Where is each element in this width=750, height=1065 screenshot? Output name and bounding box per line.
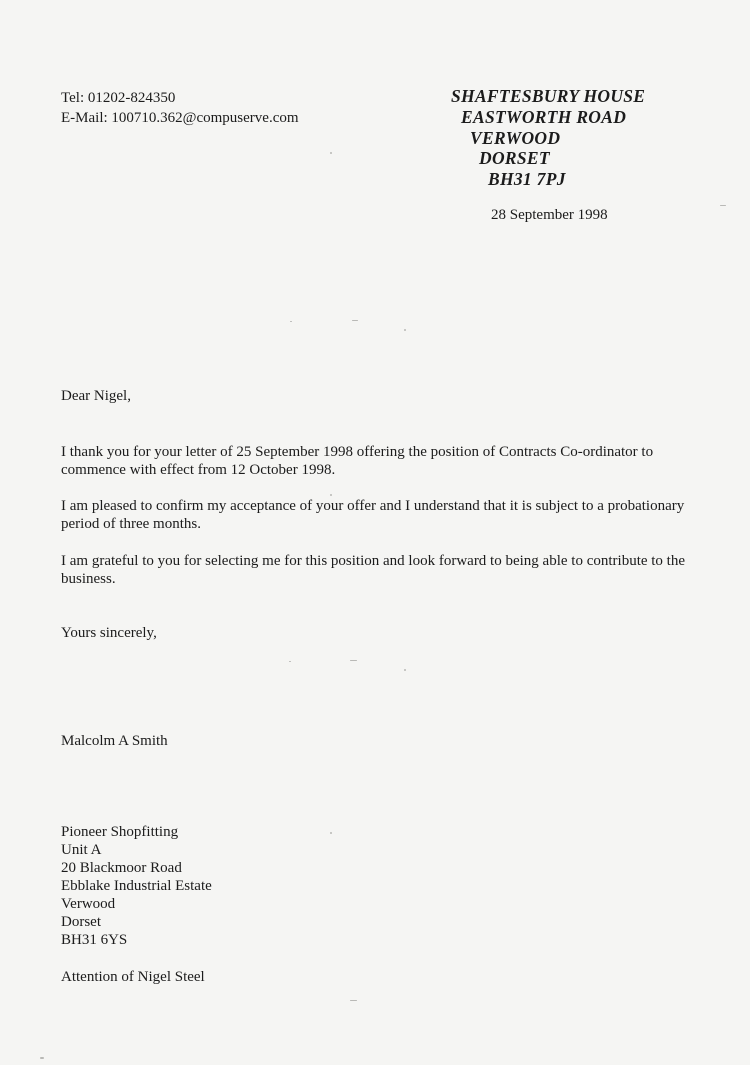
address-line-4: DORSET bbox=[479, 148, 550, 168]
address-line-2: EASTWORTH ROAD bbox=[461, 107, 627, 127]
scan-speck bbox=[404, 669, 406, 671]
recipient-line: BH31 6YS bbox=[61, 932, 128, 948]
scan-speck bbox=[289, 661, 291, 662]
recipient-line: Unit A bbox=[61, 842, 102, 858]
scan-speck bbox=[330, 152, 332, 154]
paragraph-1: I thank you for your letter of 25 September 1998 offering the position of Contracts Co-ordinator to commence with effect from 12 October 1998. bbox=[61, 444, 654, 478]
scan-speck bbox=[330, 494, 332, 496]
address-line-3: VERWOOD bbox=[470, 128, 561, 148]
recipient-line: Ebblake Industrial Estate bbox=[61, 878, 212, 894]
telephone-number: Tel: 01202-824350 bbox=[61, 90, 176, 106]
salutation: Dear Nigel, bbox=[61, 388, 131, 404]
scan-speck bbox=[404, 329, 406, 331]
recipient-line: Pioneer Shopfitting bbox=[61, 824, 179, 840]
scan-speck bbox=[330, 832, 332, 834]
closing: Yours sincerely, bbox=[61, 625, 157, 641]
recipient-line: Dorset bbox=[61, 914, 101, 930]
contact-block bbox=[61, 88, 299, 128]
paragraph-3: I am grateful to you for selecting me for this position and look forward to being able to contribute to the business. bbox=[61, 553, 686, 587]
attention-line: Attention of Nigel Steel bbox=[61, 969, 205, 985]
letter-date: 28 September 1998 bbox=[491, 207, 608, 223]
scan-speck bbox=[352, 320, 358, 321]
recipient-line: Verwood bbox=[61, 896, 116, 912]
recipient-line: 20 Blackmoor Road bbox=[61, 860, 182, 876]
email-address: E-Mail: 100710.362@compuserve.com bbox=[61, 110, 299, 126]
scan-speck bbox=[350, 660, 357, 661]
scan-speck bbox=[350, 1000, 357, 1001]
paragraph-2: I am pleased to confirm my acceptance of your offer and I understand that it is subject to a probationary period of three months. bbox=[61, 498, 685, 532]
address-line-1: SHAFTESBURY HOUSE bbox=[451, 86, 646, 106]
signatory-name: Malcolm A Smith bbox=[61, 733, 168, 749]
scan-speck bbox=[720, 205, 726, 206]
address-line-5: BH31 7PJ bbox=[488, 169, 566, 189]
scan-speck bbox=[290, 321, 292, 322]
scan-speck bbox=[40, 1057, 44, 1059]
recipient-address bbox=[61, 823, 212, 949]
